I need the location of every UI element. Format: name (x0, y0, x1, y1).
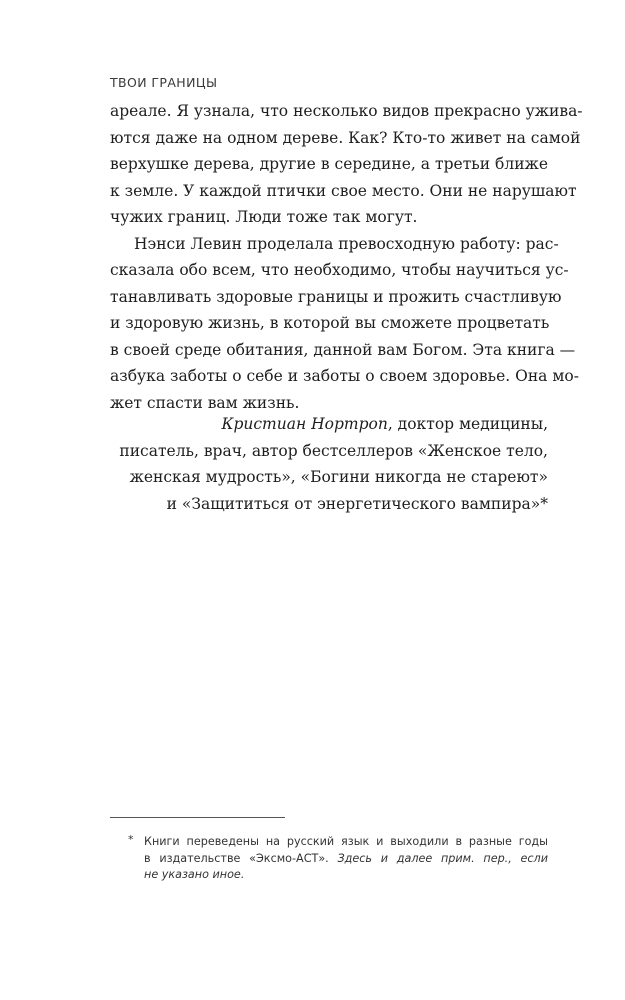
text-line: жет спасти вам жизнь. (110, 393, 300, 412)
text-line: Нэнси Левин проделала превосходную работу: рас- (134, 234, 559, 253)
main-text (110, 98, 583, 416)
attribution-line: писатель, врач, автор бестселлеров «Женское тело, (119, 441, 548, 460)
running-header: ТВОИ ГРАНИЦЫ (110, 75, 218, 90)
text-line: верхушке дерева, другие в середине, а третьи ближе (110, 155, 548, 173)
footnote-line: Книги переведены на русский язык и выходили в разные годы (144, 835, 548, 848)
text-line: ются даже на одном дереве. Как? Кто-то живет на самой (110, 128, 581, 147)
footnote-note: Здесь и далее прим. пер., если (337, 851, 548, 865)
footnote-marker: * (128, 833, 134, 846)
text-line: сказала обо всем, что необходимо, чтобы научиться ус- (110, 261, 569, 279)
author-credentials: , доктор медицины, (387, 415, 548, 433)
text-line: в своей среде обитания, данной вам Богом. Эта книга — (110, 340, 576, 359)
text-line: танавливать здоровые границы и прожить счастливую (110, 287, 562, 306)
attribution (110, 411, 548, 517)
footnote-divider (110, 817, 285, 818)
text-line: к земле. У каждой птички свое место. Они не нарушают (110, 181, 577, 200)
text-line: чужих границ. Люди тоже так могут. (110, 208, 418, 226)
attribution-line: и «Защититься от энергетического вампира»* (166, 494, 548, 513)
attribution-line: женская мудрость», «Богини никогда не стареют» (129, 468, 548, 486)
text-line: азбука заботы о себе и заботы о своем здоровье. Она мо- (110, 367, 579, 385)
attribution-line (110, 411, 548, 438)
footnote-text: в издательстве «Эксмо-АСТ». (144, 851, 338, 865)
footnote-note: не указано иное. (144, 868, 245, 881)
text-line: и здоровую жизнь, в которой вы сможете процветать (110, 314, 550, 332)
footnote-line (110, 851, 548, 868)
footnote (110, 834, 548, 884)
text-line: ареале. Я узнала, что несколько видов прекрасно ужива- (110, 102, 583, 120)
footnote-line (110, 867, 548, 884)
author-name: Кристиан Нортроп (221, 415, 388, 433)
